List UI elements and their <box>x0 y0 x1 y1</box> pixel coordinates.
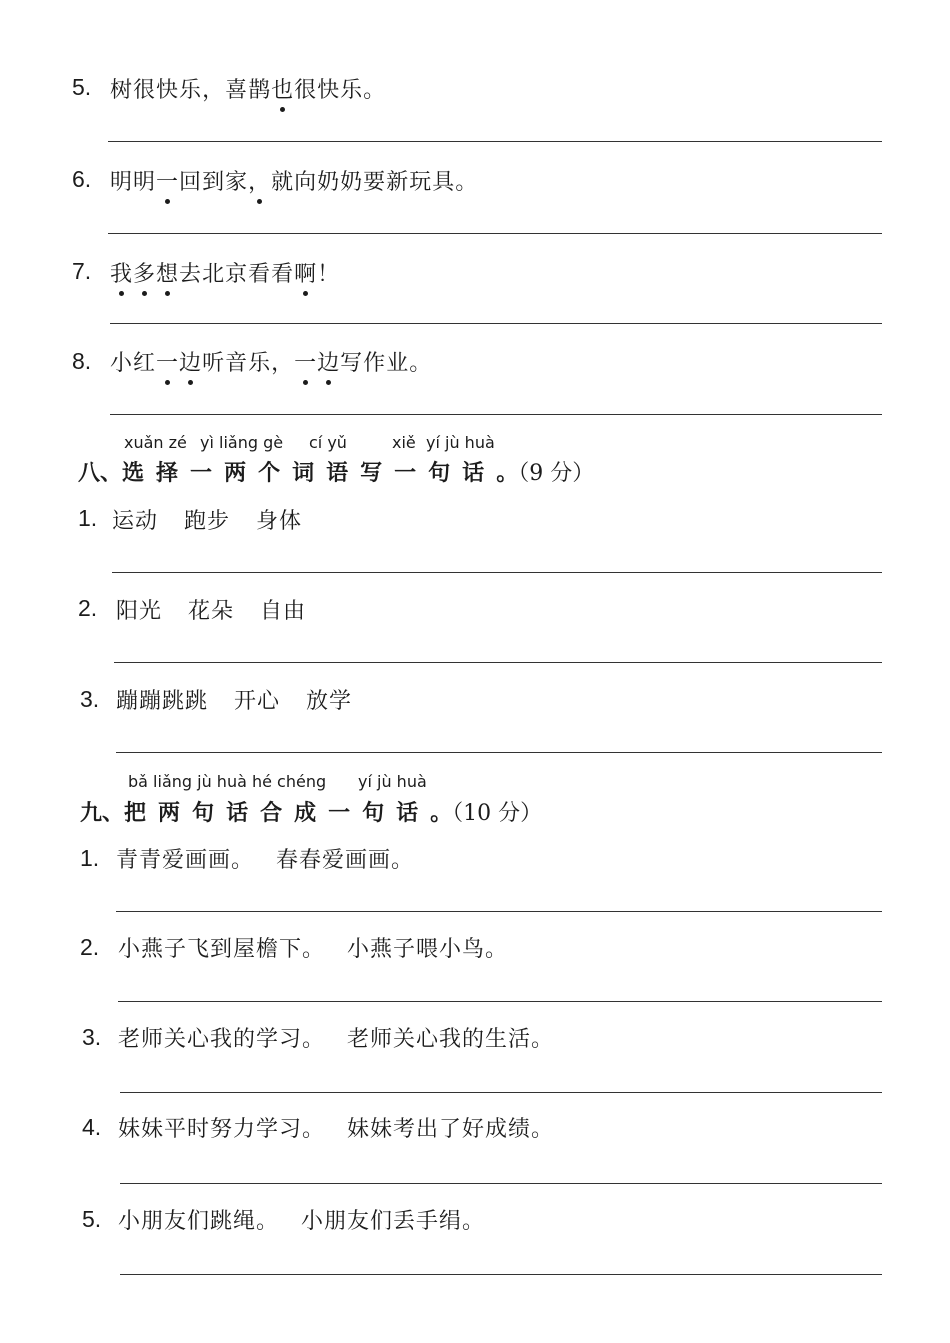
answer-line[interactable] <box>108 233 882 234</box>
section-heading-8: 八、选择一两个词语写一句话。（9 分） <box>78 456 594 487</box>
heading-char: 句 <box>192 801 227 826</box>
sentence-pair: 青青爱画画。 春春爱画画。 <box>116 848 415 873</box>
char: 奶 <box>340 170 364 195</box>
answer-line[interactable] <box>120 1274 882 1275</box>
score: （9 分） <box>518 461 595 486</box>
dotted-char: 边 <box>317 346 340 377</box>
char: 北 <box>202 262 226 287</box>
score: （10 分） <box>452 801 543 826</box>
char: 乐 <box>248 351 272 376</box>
answer-line[interactable] <box>120 1183 882 1184</box>
char: 快 <box>317 78 341 103</box>
char: 鹊 <box>248 78 272 103</box>
char: 乐 <box>340 78 364 103</box>
item-number: 1. <box>80 845 100 871</box>
heading-char: 择 <box>156 461 191 486</box>
heading-char: 写 <box>360 461 395 486</box>
sentence-pair: 小朋友们跳绳。 小朋友们丢手绢。 <box>118 1209 486 1234</box>
char: ！ <box>317 262 341 287</box>
char: 回 <box>179 170 203 195</box>
char: 看 <box>271 262 295 287</box>
heading-chars <box>122 461 496 486</box>
char: ， <box>271 351 295 376</box>
dotted-char: 一 <box>156 346 179 377</box>
char: 。 <box>455 170 479 195</box>
char: 要 <box>363 170 387 195</box>
char: 乐 <box>179 78 203 103</box>
char: 红 <box>133 351 157 376</box>
answer-line[interactable] <box>120 1092 882 1093</box>
heading-char: 合 <box>260 801 295 826</box>
char: ， <box>202 78 226 103</box>
char: 听 <box>202 351 226 376</box>
answer-line[interactable] <box>110 414 882 415</box>
item-number: 7. <box>72 258 92 284</box>
char: 。 <box>409 351 433 376</box>
sentence-pair: 小燕子飞到屋檐下。 小燕子喂小鸟。 <box>118 937 509 962</box>
item-number: 4. <box>82 1114 102 1140</box>
dotted-char: 边 <box>179 346 202 377</box>
char: 喜 <box>225 78 249 103</box>
dotted-char: 一 <box>294 346 317 377</box>
char: 音 <box>225 351 249 376</box>
item-number: 6. <box>72 166 92 192</box>
char: 去 <box>179 262 203 287</box>
answer-line[interactable] <box>112 572 882 573</box>
heading-char: 一 <box>190 461 225 486</box>
sentence-pair: 妹妹平时努力学习。 妹妹考出了好成绩。 <box>118 1117 555 1142</box>
heading-char: 句 <box>362 801 397 826</box>
sentence-with-dots <box>110 73 386 104</box>
dotted-char: ， <box>248 165 271 196</box>
item-number: 5. <box>82 1206 102 1232</box>
char: 小 <box>110 351 134 376</box>
char: 明 <box>133 170 157 195</box>
char: 到 <box>202 170 226 195</box>
heading-char: 一 <box>394 461 429 486</box>
char: 京 <box>225 262 249 287</box>
item-number: 2. <box>78 595 98 621</box>
dotted-char: 想 <box>156 257 179 288</box>
item-number: 3. <box>80 686 100 712</box>
word-group: 阳光 花朵 自由 <box>116 599 307 624</box>
heading-char: 话 <box>396 801 431 826</box>
char: 向 <box>294 170 318 195</box>
item-number: 1. <box>78 505 98 531</box>
dotted-char: 多 <box>133 257 156 288</box>
char: 业 <box>386 351 410 376</box>
answer-line[interactable] <box>110 323 882 324</box>
answer-line[interactable] <box>116 752 882 753</box>
char: 很 <box>133 78 157 103</box>
char: 树 <box>110 78 134 103</box>
heading-char: 成 <box>294 801 329 826</box>
char: 看 <box>248 262 272 287</box>
heading-char: 把 <box>124 801 159 826</box>
answer-line[interactable] <box>108 141 882 142</box>
heading-char: 选 <box>122 461 157 486</box>
char: 作 <box>363 351 387 376</box>
char: 就 <box>271 170 295 195</box>
sentence-with-dots <box>110 165 478 196</box>
heading-char: 话 <box>462 461 497 486</box>
item-number: 3. <box>82 1024 102 1050</box>
answer-line[interactable] <box>118 1001 882 1002</box>
heading-char: 一 <box>328 801 363 826</box>
heading-char: 语 <box>326 461 361 486</box>
char: 新 <box>386 170 410 195</box>
heading-char: 句 <box>428 461 463 486</box>
heading-char: 两 <box>224 461 259 486</box>
word-group: 运动 跑步 身体 <box>112 509 303 534</box>
char: 写 <box>340 351 364 376</box>
sentence-with-dots <box>110 257 340 288</box>
dotted-char: 我 <box>110 257 133 288</box>
heading-char: 话 <box>226 801 261 826</box>
item-number: 8. <box>72 348 92 374</box>
char: 玩 <box>409 170 433 195</box>
heading-char: 两 <box>158 801 193 826</box>
sentence-with-dots <box>110 346 432 377</box>
word-group: 蹦蹦跳跳 开心 放学 <box>116 689 353 714</box>
heading-char: 词 <box>292 461 327 486</box>
dotted-char: 啊 <box>294 257 317 288</box>
char: 家 <box>225 170 249 195</box>
char: 具 <box>432 170 456 195</box>
dotted-char: 也 <box>271 73 294 104</box>
item-number: 5. <box>72 74 92 100</box>
char: 奶 <box>317 170 341 195</box>
heading-char: 个 <box>258 461 293 486</box>
char: 快 <box>156 78 180 103</box>
char: 。 <box>363 78 387 103</box>
char: 很 <box>294 78 318 103</box>
item-number: 2. <box>80 934 100 960</box>
sentence-pair: 老师关心我的学习。 老师关心我的生活。 <box>118 1027 555 1052</box>
section-heading-9: 九、把两句话合成一句话。（10 分） <box>80 796 542 827</box>
char: 明 <box>110 170 134 195</box>
heading-chars <box>124 801 430 826</box>
answer-line[interactable] <box>114 662 882 663</box>
answer-line[interactable] <box>116 911 882 912</box>
dotted-char: 一 <box>156 165 179 196</box>
